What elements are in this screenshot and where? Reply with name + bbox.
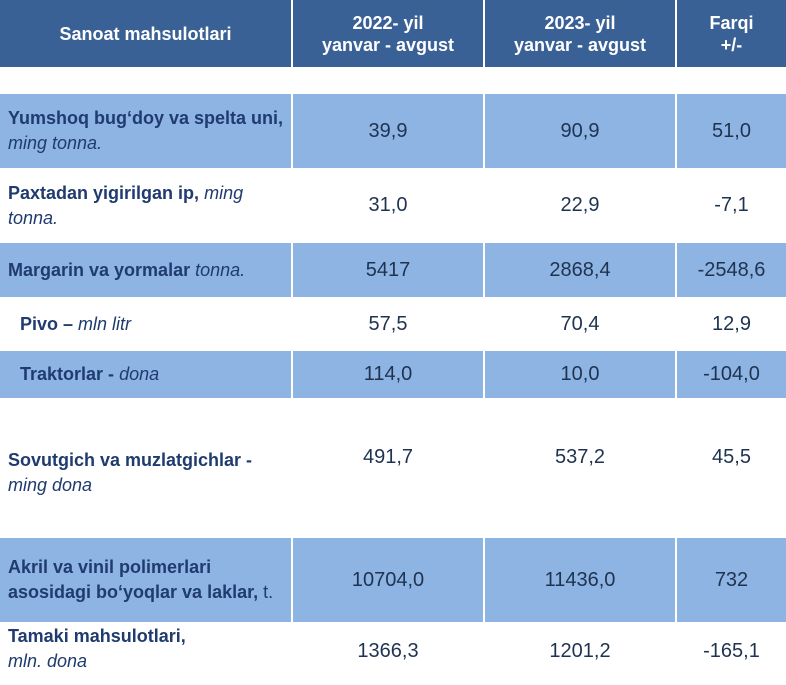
product-name-cell (0, 350, 292, 399)
spacer-row (0, 67, 786, 94)
product-name-cell (0, 94, 292, 169)
value-diff: -104,0 (676, 350, 786, 399)
value-diff: 732 (676, 537, 786, 623)
product-unit: mln. dona (8, 651, 88, 671)
product-name-cell (0, 169, 292, 242)
table-row (0, 169, 786, 242)
table-row (0, 242, 786, 298)
header-diff-line2: +/- (720, 34, 743, 55)
product-unit: ming dona (8, 475, 93, 495)
product-name: Pivo – (20, 313, 74, 334)
value-2022: 57,5 (292, 298, 484, 350)
header-diff (676, 0, 786, 67)
value-2023: 11436,0 (484, 537, 676, 623)
value-diff: -2548,6 (676, 242, 786, 298)
product-name: Margarin va yormalar (8, 259, 191, 280)
header-product (0, 0, 292, 67)
value-2022: 5417 (292, 242, 484, 298)
table-row (0, 537, 786, 623)
value-2022: 114,0 (292, 350, 484, 399)
header-2023-line2: yanvar - avgust (513, 34, 647, 55)
value-2022: 39,9 (292, 94, 484, 169)
table-row (0, 399, 786, 537)
value-2023: 70,4 (484, 298, 676, 350)
value-diff: 12,9 (676, 298, 786, 350)
header-2022-line2: yanvar - avgust (321, 34, 455, 55)
product-name-cell (0, 242, 292, 298)
value-2023: 90,9 (484, 94, 676, 169)
table-header-row (0, 0, 786, 67)
table-row (0, 350, 786, 399)
table-row (0, 623, 786, 684)
header-2022-line1: 2022- yil (352, 12, 424, 33)
value-2023: 22,9 (484, 169, 676, 242)
value-diff: -7,1 (676, 169, 786, 242)
value-2023: 10,0 (484, 350, 676, 399)
value-2022: 1366,3 (292, 623, 484, 684)
value-2022: 10704,0 (292, 537, 484, 623)
product-name: Akril va vinil polimerlari asosidagi bo‘yoqlar va laklar, (8, 557, 259, 602)
product-name: Sovutgich va muzlatgichlar - (8, 450, 253, 470)
product-name-cell (0, 298, 292, 350)
product-name: Tamaki mahsulotlari, (8, 626, 186, 646)
header-2022 (292, 0, 484, 67)
value-2023: 2868,4 (484, 242, 676, 298)
table-row (0, 94, 786, 169)
value-2023: 537,2 (484, 399, 676, 537)
value-diff: 51,0 (676, 94, 786, 169)
product-unit: mln litr (78, 313, 132, 334)
value-diff: -165,1 (676, 623, 786, 684)
header-2023-line1: 2023- yil (544, 12, 616, 33)
product-unit: dona (119, 364, 160, 384)
product-unit: ming tonna. (8, 182, 244, 228)
value-2022: 491,7 (292, 399, 484, 537)
product-unit: t. (263, 582, 274, 602)
product-name-cell (0, 623, 292, 684)
value-2023: 1201,2 (484, 623, 676, 684)
product-name-cell (0, 537, 292, 623)
value-2022: 31,0 (292, 169, 484, 242)
table-row (0, 298, 786, 350)
product-name-cell (0, 399, 292, 537)
header-2023 (484, 0, 676, 67)
value-diff: 45,5 (676, 399, 786, 537)
product-unit: tonna. (195, 259, 246, 280)
header-product-label: Sanoat mahsulotlari (59, 23, 232, 44)
header-diff-line1: Farqi (709, 12, 754, 33)
product-name: Yumshoq bug‘doy va spelta uni, (8, 108, 284, 128)
product-unit: ming tonna. (8, 133, 103, 153)
product-name: Traktorlar - (20, 364, 115, 384)
product-name: Paxtadan yigirilgan ip, (8, 182, 200, 203)
